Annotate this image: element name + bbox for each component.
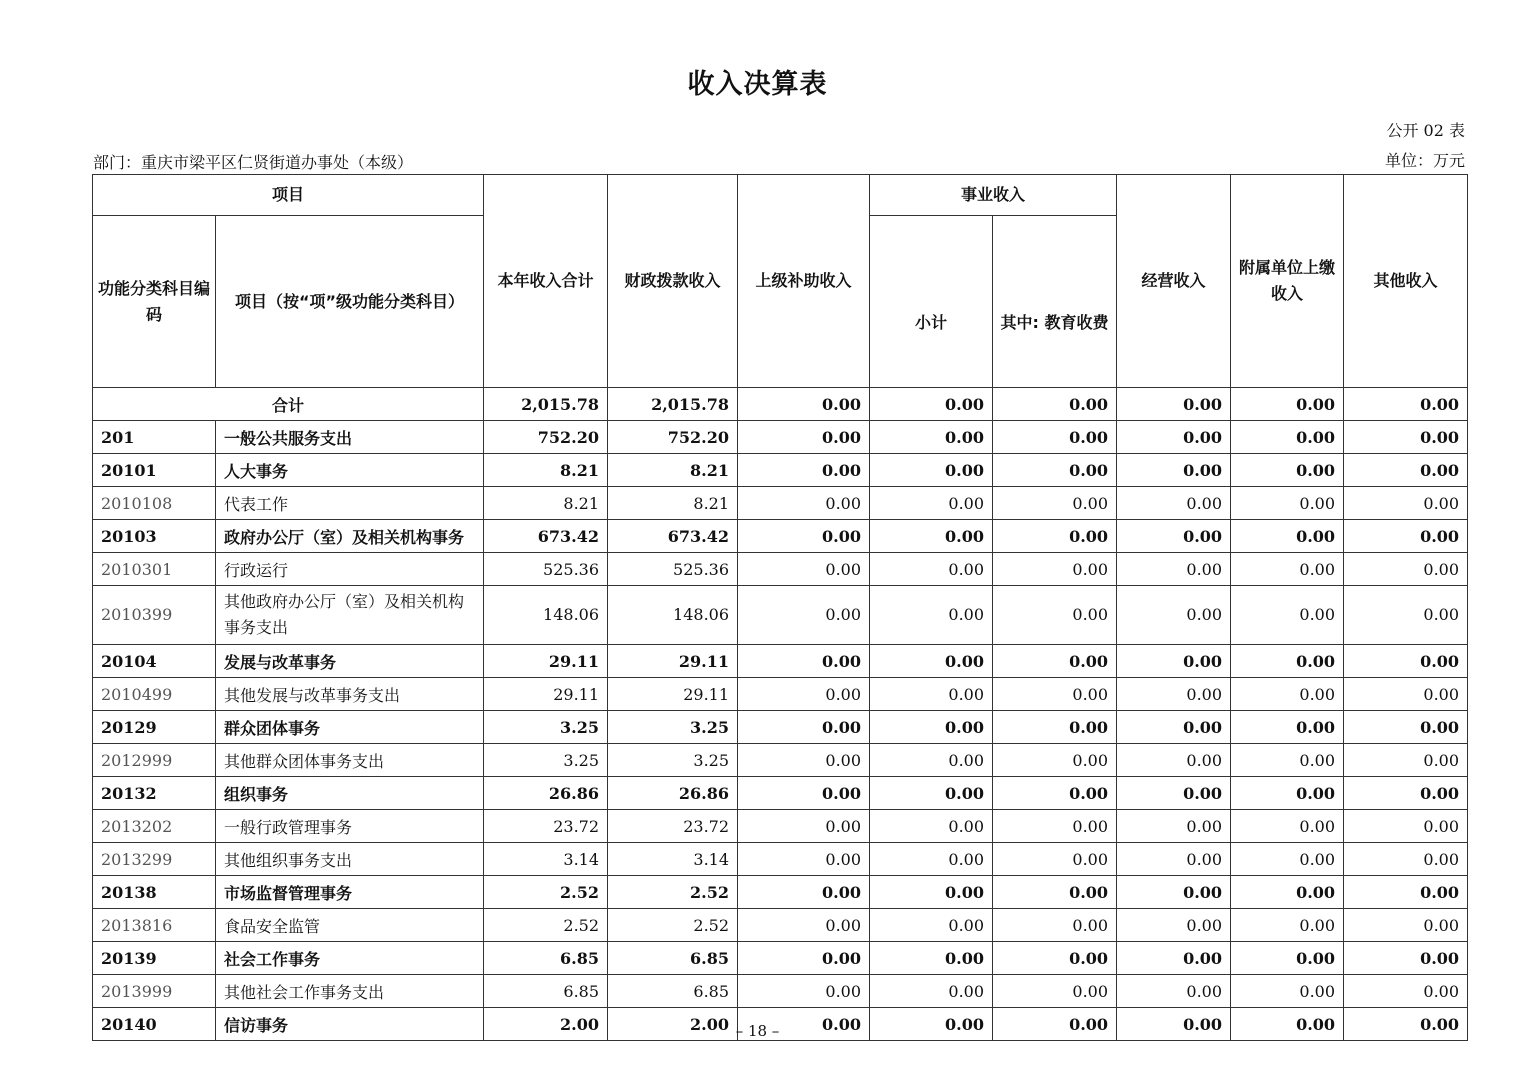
header-affiliated-income: 附属单位上缴收入 <box>1231 175 1344 388</box>
value-cell: 0.00 <box>870 843 993 876</box>
item-name-cell: 政府办公厅（室）及相关机构事务 <box>216 520 484 553</box>
value-cell: 0.00 <box>870 975 993 1008</box>
value-cell: 26.86 <box>484 777 608 810</box>
value-cell: 0.00 <box>1344 975 1468 1008</box>
value-cell: 8.21 <box>484 454 608 487</box>
item-name-cell: 社会工作事务 <box>216 942 484 975</box>
value-cell: 8.21 <box>608 454 738 487</box>
value-cell: 0.00 <box>993 909 1117 942</box>
func-code-cell: 2010301 <box>93 553 216 586</box>
header-fiscal: 财政拨款收入 <box>608 175 738 388</box>
value-cell: 0.00 <box>1344 1008 1468 1041</box>
table-row <box>93 777 1468 810</box>
value-cell: 6.85 <box>484 942 608 975</box>
value-cell: 148.06 <box>484 586 608 645</box>
value-cell: 673.42 <box>608 520 738 553</box>
value-cell: 0.00 <box>993 975 1117 1008</box>
value-cell: 0.00 <box>1117 678 1231 711</box>
header-project: 项目 <box>93 175 484 216</box>
value-cell: 0.00 <box>738 487 870 520</box>
value-cell: 0.00 <box>1231 810 1344 843</box>
table-row <box>93 843 1468 876</box>
total-row <box>93 388 1468 421</box>
value-cell: 0.00 <box>870 909 993 942</box>
table-row <box>93 942 1468 975</box>
func-code-cell: 20103 <box>93 520 216 553</box>
value-cell: 0.00 <box>870 711 993 744</box>
value-cell: 0.00 <box>738 777 870 810</box>
header-subtotal: 小计 <box>870 216 993 388</box>
item-name-cell: 食品安全监管 <box>216 909 484 942</box>
value-cell: 0.00 <box>1344 711 1468 744</box>
value-cell: 0.00 <box>1117 975 1231 1008</box>
value-cell: 0.00 <box>1344 421 1468 454</box>
item-name-cell: 代表工作 <box>216 487 484 520</box>
value-cell: 0.00 <box>993 942 1117 975</box>
value-cell: 525.36 <box>484 553 608 586</box>
value-cell: 0.00 <box>1231 454 1344 487</box>
value-cell: 0.00 <box>870 942 993 975</box>
value-cell: 0.00 <box>1117 1008 1231 1041</box>
value-cell: 0.00 <box>1231 421 1344 454</box>
item-name-cell: 市场监督管理事务 <box>216 876 484 909</box>
page-title: 收入决算表 <box>687 69 828 100</box>
value-cell: 0.00 <box>993 678 1117 711</box>
item-name-cell: 一般行政管理事务 <box>216 810 484 843</box>
value-cell: 0.00 <box>738 876 870 909</box>
item-name-cell: 行政运行 <box>216 553 484 586</box>
value-cell: 0.00 <box>1117 876 1231 909</box>
value-cell: 0.00 <box>1117 586 1231 645</box>
total-value: 0.00 <box>738 388 870 421</box>
value-cell: 0.00 <box>1231 909 1344 942</box>
value-cell: 0.00 <box>1344 777 1468 810</box>
value-cell: 2.52 <box>608 876 738 909</box>
value-cell: 0.00 <box>1231 678 1344 711</box>
value-cell: 0.00 <box>738 843 870 876</box>
value-cell: 0.00 <box>738 711 870 744</box>
table-row <box>93 520 1468 553</box>
value-cell: 752.20 <box>608 421 738 454</box>
table-row <box>93 678 1468 711</box>
value-cell: 2.52 <box>608 909 738 942</box>
item-name-cell: 信访事务 <box>216 1008 484 1041</box>
value-cell: 0.00 <box>870 520 993 553</box>
value-cell: 0.00 <box>1344 678 1468 711</box>
value-cell: 0.00 <box>1231 520 1344 553</box>
form-number: 公开 02 表 <box>1386 121 1465 140</box>
unit-label: 单位：万元 <box>1384 151 1465 170</box>
value-cell: 0.00 <box>1231 942 1344 975</box>
table-row <box>93 645 1468 678</box>
func-code-cell: 2010499 <box>93 678 216 711</box>
item-name-cell: 其他发展与改革事务支出 <box>216 678 484 711</box>
value-cell: 0.00 <box>1231 1008 1344 1041</box>
value-cell: 0.00 <box>1231 744 1344 777</box>
value-cell: 0.00 <box>738 1008 870 1041</box>
value-cell: 0.00 <box>870 645 993 678</box>
value-cell: 0.00 <box>1117 454 1231 487</box>
value-cell: 0.00 <box>1231 553 1344 586</box>
value-cell: 2.00 <box>608 1008 738 1041</box>
value-cell: 0.00 <box>1231 876 1344 909</box>
table-row <box>93 975 1468 1008</box>
value-cell: 0.00 <box>738 678 870 711</box>
value-cell: 0.00 <box>1117 487 1231 520</box>
table-row <box>93 810 1468 843</box>
value-cell: 0.00 <box>1344 553 1468 586</box>
value-cell: 0.00 <box>870 678 993 711</box>
value-cell: 0.00 <box>1231 645 1344 678</box>
value-cell: 0.00 <box>993 487 1117 520</box>
value-cell: 0.00 <box>1344 487 1468 520</box>
value-cell: 0.00 <box>1344 810 1468 843</box>
func-code-cell: 2013202 <box>93 810 216 843</box>
value-cell: 0.00 <box>1231 586 1344 645</box>
value-cell: 0.00 <box>993 843 1117 876</box>
value-cell: 29.11 <box>484 678 608 711</box>
value-cell: 0.00 <box>1117 645 1231 678</box>
value-cell: 2.52 <box>484 876 608 909</box>
func-code-cell: 2013816 <box>93 909 216 942</box>
value-cell: 0.00 <box>1117 810 1231 843</box>
item-name-cell: 群众团体事务 <box>216 711 484 744</box>
value-cell: 0.00 <box>993 876 1117 909</box>
value-cell: 0.00 <box>1117 711 1231 744</box>
item-name-cell: 其他群众团体事务支出 <box>216 744 484 777</box>
item-name-cell: 人大事务 <box>216 454 484 487</box>
value-cell: 0.00 <box>993 1008 1117 1041</box>
value-cell: 0.00 <box>870 810 993 843</box>
total-value: 2,015.78 <box>608 388 738 421</box>
header-operating-income: 经营收入 <box>1117 175 1231 388</box>
table-row <box>93 487 1468 520</box>
func-code-cell: 2013999 <box>93 975 216 1008</box>
value-cell: 0.00 <box>993 454 1117 487</box>
value-cell: 0.00 <box>993 711 1117 744</box>
value-cell: 0.00 <box>1117 744 1231 777</box>
total-label: 合计 <box>93 388 484 421</box>
header-business-income: 事业收入 <box>870 175 1117 216</box>
value-cell: 0.00 <box>993 744 1117 777</box>
value-cell: 0.00 <box>1344 586 1468 645</box>
header-func-code: 功能分类科目编码 <box>93 216 216 388</box>
value-cell: 3.25 <box>608 744 738 777</box>
total-value: 0.00 <box>1117 388 1231 421</box>
func-code-cell: 20139 <box>93 942 216 975</box>
value-cell: 3.14 <box>484 843 608 876</box>
value-cell: 0.00 <box>1344 843 1468 876</box>
value-cell: 0.00 <box>738 744 870 777</box>
value-cell: 0.00 <box>993 553 1117 586</box>
value-cell: 8.21 <box>484 487 608 520</box>
value-cell: 23.72 <box>484 810 608 843</box>
value-cell: 0.00 <box>738 810 870 843</box>
header-other-income: 其他收入 <box>1344 175 1468 388</box>
value-cell: 3.25 <box>484 744 608 777</box>
header-item-name: 项目（按“项”级功能分类科目） <box>216 216 484 388</box>
value-cell: 0.00 <box>1231 711 1344 744</box>
income-table <box>92 174 1468 1041</box>
value-cell: 0.00 <box>870 586 993 645</box>
value-cell: 0.00 <box>1344 942 1468 975</box>
value-cell: 0.00 <box>1231 843 1344 876</box>
value-cell: 0.00 <box>738 645 870 678</box>
value-cell: 0.00 <box>993 777 1117 810</box>
value-cell: 0.00 <box>738 454 870 487</box>
value-cell: 6.85 <box>608 942 738 975</box>
value-cell: 148.06 <box>608 586 738 645</box>
table-row <box>93 711 1468 744</box>
department-label: 部门：重庆市梁平区仁贤街道办事处（本级） <box>93 153 414 172</box>
value-cell: 0.00 <box>870 1008 993 1041</box>
value-cell: 0.00 <box>1344 744 1468 777</box>
header-superior-subsidy: 上级补助收入 <box>738 175 870 388</box>
value-cell: 2.00 <box>484 1008 608 1041</box>
func-code-cell: 2012999 <box>93 744 216 777</box>
func-code-cell: 20138 <box>93 876 216 909</box>
value-cell: 752.20 <box>484 421 608 454</box>
value-cell: 0.00 <box>993 586 1117 645</box>
item-name-cell: 其他政府办公厅（室）及相关机构事务支出 <box>216 586 484 645</box>
value-cell: 3.25 <box>608 711 738 744</box>
func-code-cell: 20104 <box>93 645 216 678</box>
header-education-fee: 其中: 教育收费 <box>993 216 1117 388</box>
value-cell: 0.00 <box>1117 843 1231 876</box>
total-value: 2,015.78 <box>484 388 608 421</box>
value-cell: 0.00 <box>1117 421 1231 454</box>
table-row <box>93 909 1468 942</box>
value-cell: 0.00 <box>1231 487 1344 520</box>
value-cell: 0.00 <box>738 942 870 975</box>
value-cell: 0.00 <box>1344 876 1468 909</box>
item-name-cell: 组织事务 <box>216 777 484 810</box>
table-row <box>93 876 1468 909</box>
value-cell: 0.00 <box>1117 520 1231 553</box>
value-cell: 6.85 <box>608 975 738 1008</box>
total-value: 0.00 <box>1344 388 1468 421</box>
func-code-cell: 2010399 <box>93 586 216 645</box>
table-row <box>93 586 1468 645</box>
value-cell: 0.00 <box>870 553 993 586</box>
total-value: 0.00 <box>993 388 1117 421</box>
func-code-cell: 2010108 <box>93 487 216 520</box>
value-cell: 0.00 <box>738 975 870 1008</box>
func-code-cell: 2013299 <box>93 843 216 876</box>
value-cell: 0.00 <box>1117 909 1231 942</box>
item-name-cell: 其他组织事务支出 <box>216 843 484 876</box>
value-cell: 0.00 <box>1117 942 1231 975</box>
value-cell: 0.00 <box>870 744 993 777</box>
value-cell: 0.00 <box>870 454 993 487</box>
value-cell: 29.11 <box>608 678 738 711</box>
value-cell: 0.00 <box>870 421 993 454</box>
value-cell: 0.00 <box>870 876 993 909</box>
func-code-cell: 20132 <box>93 777 216 810</box>
value-cell: 0.00 <box>738 909 870 942</box>
value-cell: 0.00 <box>870 487 993 520</box>
func-code-cell: 201 <box>93 421 216 454</box>
value-cell: 0.00 <box>993 520 1117 553</box>
value-cell: 673.42 <box>484 520 608 553</box>
value-cell: 3.25 <box>484 711 608 744</box>
table-row <box>93 421 1468 454</box>
value-cell: 6.85 <box>484 975 608 1008</box>
func-code-cell: 20101 <box>93 454 216 487</box>
value-cell: 0.00 <box>993 810 1117 843</box>
value-cell: 0.00 <box>1231 777 1344 810</box>
total-value: 0.00 <box>870 388 993 421</box>
value-cell: 0.00 <box>1344 520 1468 553</box>
value-cell: 0.00 <box>870 777 993 810</box>
value-cell: 26.86 <box>608 777 738 810</box>
page-number: – 18 – <box>735 1022 780 1040</box>
item-name-cell: 其他社会工作事务支出 <box>216 975 484 1008</box>
value-cell: 0.00 <box>1344 454 1468 487</box>
func-code-cell: 20140 <box>93 1008 216 1041</box>
table-row <box>93 454 1468 487</box>
func-code-cell: 20129 <box>93 711 216 744</box>
header-total-income: 本年收入合计 <box>484 175 608 388</box>
value-cell: 0.00 <box>993 645 1117 678</box>
value-cell: 525.36 <box>608 553 738 586</box>
item-name-cell: 一般公共服务支出 <box>216 421 484 454</box>
value-cell: 0.00 <box>738 553 870 586</box>
value-cell: 8.21 <box>608 487 738 520</box>
value-cell: 0.00 <box>993 421 1117 454</box>
item-name-cell: 发展与改革事务 <box>216 645 484 678</box>
value-cell: 0.00 <box>1231 975 1344 1008</box>
value-cell: 0.00 <box>1117 553 1231 586</box>
value-cell: 0.00 <box>1117 777 1231 810</box>
value-cell: 0.00 <box>1344 645 1468 678</box>
value-cell: 0.00 <box>738 520 870 553</box>
value-cell: 0.00 <box>738 421 870 454</box>
table-row <box>93 553 1468 586</box>
value-cell: 2.52 <box>484 909 608 942</box>
value-cell: 29.11 <box>484 645 608 678</box>
value-cell: 3.14 <box>608 843 738 876</box>
value-cell: 0.00 <box>1344 909 1468 942</box>
value-cell: 23.72 <box>608 810 738 843</box>
total-value: 0.00 <box>1231 388 1344 421</box>
value-cell: 0.00 <box>738 586 870 645</box>
value-cell: 29.11 <box>608 645 738 678</box>
table-row <box>93 744 1468 777</box>
